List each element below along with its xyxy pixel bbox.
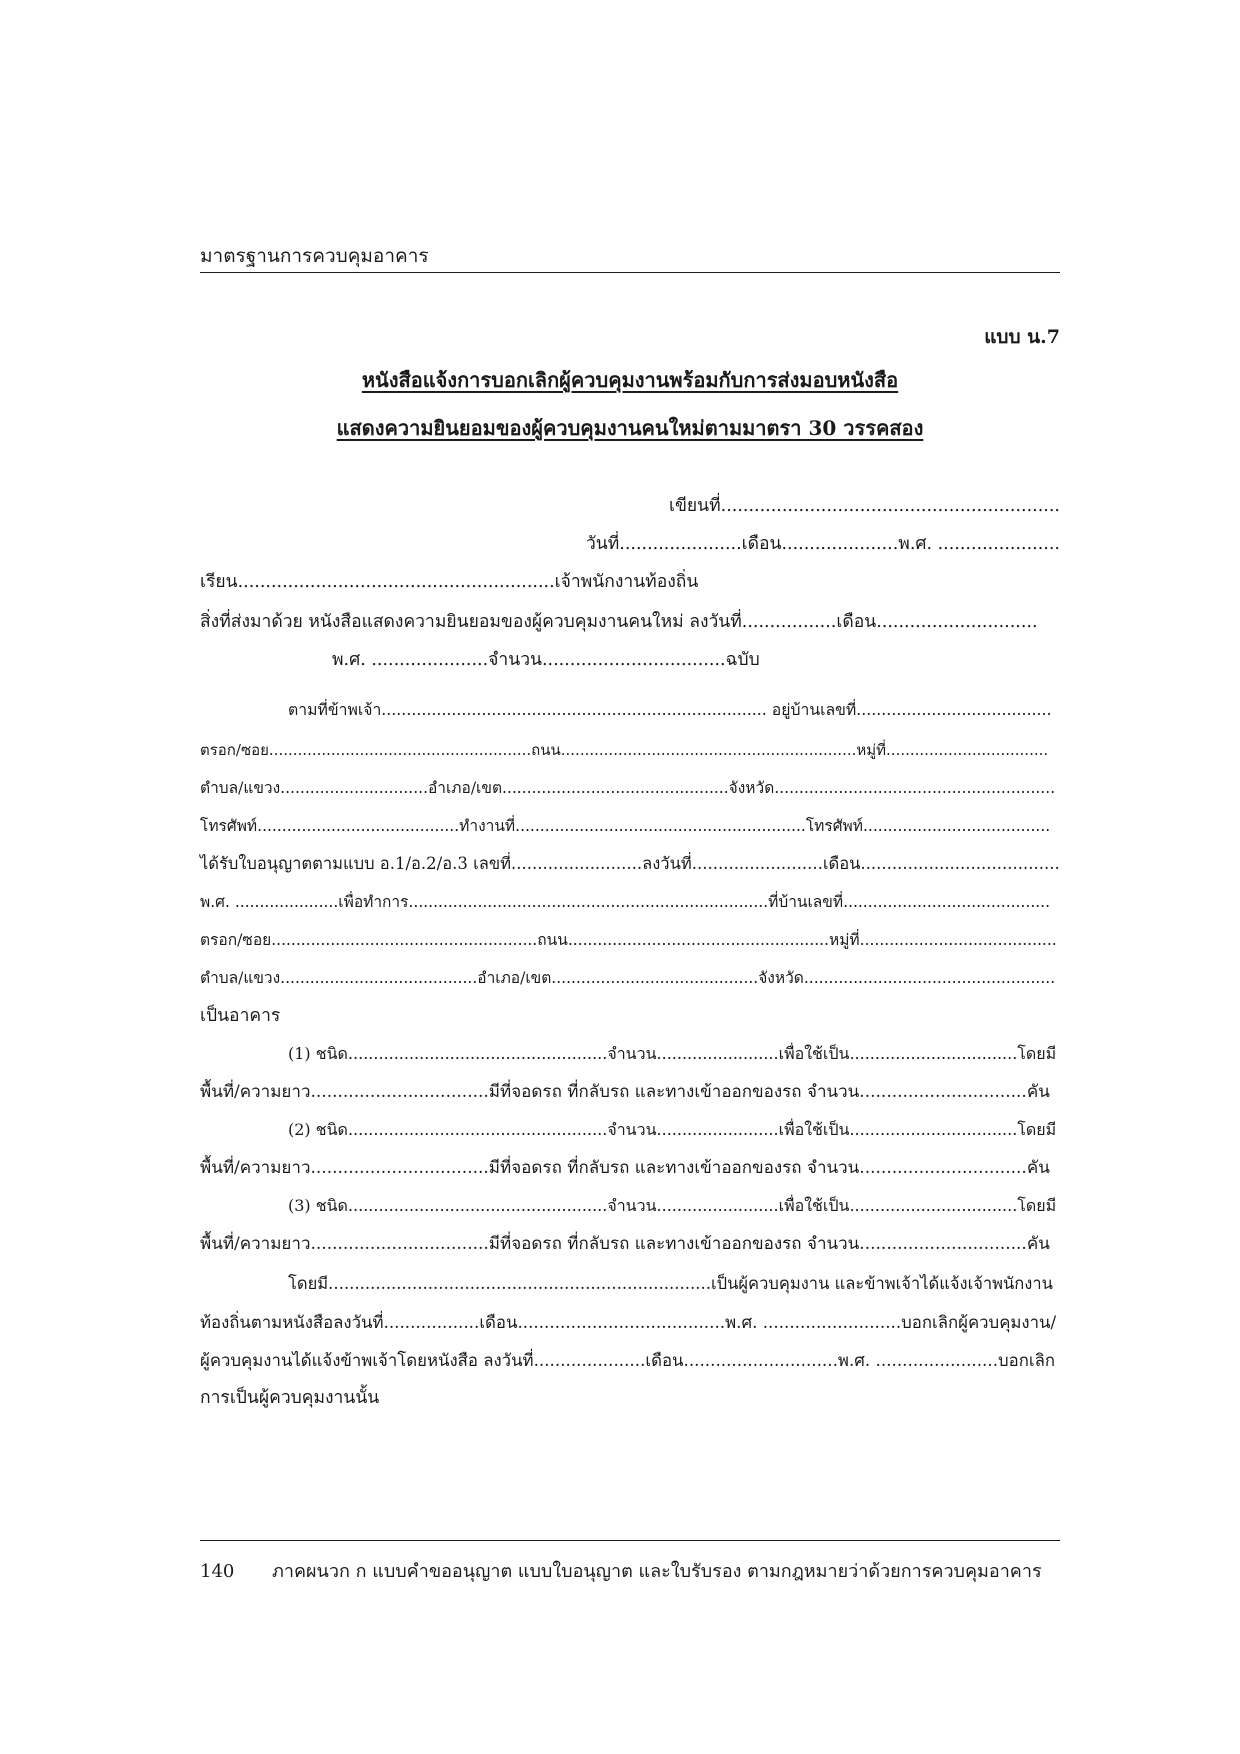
site-address-line-1: ตรอก/ซอย......................................................ถนน.....................................................หมู่ที่........................................ — [200, 931, 1057, 949]
closing-line-2: ท้องถิ่นตามหนังสือลงวันที่..................เดือน.......................................พ.ศ. ..........................บอกเลิกผู้ควบคุมงาน/ — [200, 1312, 1057, 1332]
address-line-2: ตำบล/แขวง..............................อำเภอ/เขต..............................................จังหวัด......................................................... — [200, 779, 1056, 797]
building-label: เป็นอาคาร — [200, 1006, 281, 1026]
form-code: แบบ น.7 — [984, 326, 1060, 348]
closing-line-1: โดยมี.........................................................................เป็นผู้ควบคุมงาน และข้าพเจ้าได้แจ้งเจ้าพนักงาน — [288, 1274, 1053, 1293]
building-item-1-line-a: (1) ชนิด...................................................จำนวน........................เพื่อใช้เป็น.................................โดยมี — [288, 1044, 1057, 1063]
document-page — [200, 0, 1060, 1754]
phone-line: โทรศัพท์.........................................ทำงานที่...........................................................โทรศัพท์...................................... — [200, 817, 1051, 835]
footer-divider — [200, 1540, 1060, 1541]
building-item-1-line-b: พื้นที่/ความยาว.................................มีที่จอดรถ ที่กลับรถ และทางเข้าออกของรถ จำนวน...............................คัน — [200, 1082, 1050, 1102]
applicant-line: ตามที่ข้าพเจ้า............................................................................. อยู่บ้านเลขที่....................................... — [288, 700, 1052, 719]
site-address-line-2: ตำบล/แขวง........................................อำเภอ/เขต..........................................จังหวัด................................................... — [200, 969, 1056, 987]
permit-line: ได้รับใบอนุญาตตามแบบ อ.1/อ.2/อ.3 เลขที่.........................ลงวันที่.........................เดือน...................................... — [200, 854, 1060, 873]
header-divider — [200, 272, 1060, 273]
footer — [200, 1556, 1060, 1585]
building-item-2-line-b: พื้นที่/ความยาว.................................มีที่จอดรถ ที่กลับรถ และทางเข้าออกของรถ จำนวน...............................คัน — [200, 1158, 1050, 1178]
purpose-line: พ.ศ. .....................เพื่อทำการ.........................................................................ที่บ้านเลขที่.......................................... — [200, 893, 1051, 911]
footer-text: ภาคผนวก ก แบบคำขออนุญาต แบบใบอนุญาต และใบรับรอง ตามกฎหมายว่าด้วยการควบคุมอาคาร — [272, 1561, 1042, 1582]
written-at-field: เขียนที่............................................................. — [668, 496, 1060, 516]
closing-line-3: ผู้ควบคุมงานได้แจ้งข้าพเจ้าโดยหนังสือ ลงวันที่.....................เดือน.............................พ.ศ. .......................บอกเลิก — [200, 1350, 1055, 1370]
date-field: วันที่......................เดือน.....................พ.ศ. ...................... — [585, 534, 1060, 554]
building-item-3-line-b: พื้นที่/ความยาว.................................มีที่จอดรถ ที่กลับรถ และทางเข้าออกของรถ จำนวน...............................คัน — [200, 1234, 1050, 1254]
building-item-3-line-a: (3) ชนิด...................................................จำนวน........................เพื่อใช้เป็น.................................โดยมี — [288, 1196, 1057, 1215]
header-title: มาตรฐานการควบคุมอาคาร — [200, 245, 429, 267]
document-title-line-2: แสดงความยินยอมของผู้ควบคุมงานคนใหม่ตามมาตรา 30 วรรคสอง — [336, 416, 924, 440]
enclosure-line: สิ่งที่ส่งมาด้วย หนังสือแสดงความยินยอมของผู้ควบคุมงานคนใหม่ ลงวันที่.................เดือน............................. — [200, 612, 1038, 632]
address-line-1: ตรอก/ซอย.......................................................ถนน..............................................................หมู่ที่.................................. — [200, 741, 1049, 759]
enclosure-line-cont: พ.ศ. .....................จำนวน.................................ฉบับ — [332, 650, 760, 670]
document-title-line-1: หนังสือแจ้งการบอกเลิกผู้ควบคุมงานพร้อมกับการส่งมอบหนังสือ — [361, 368, 899, 392]
closing-line-4: การเป็นผู้ควบคุมงานนั้น — [200, 1388, 380, 1408]
addressee-line: เรียน.........................................................เจ้าพนักงานท้องถิ่น — [200, 572, 699, 592]
page-number: 140 — [200, 1561, 235, 1582]
building-item-2-line-a: (2) ชนิด...................................................จำนวน........................เพื่อใช้เป็น.................................โดยมี — [288, 1120, 1057, 1139]
